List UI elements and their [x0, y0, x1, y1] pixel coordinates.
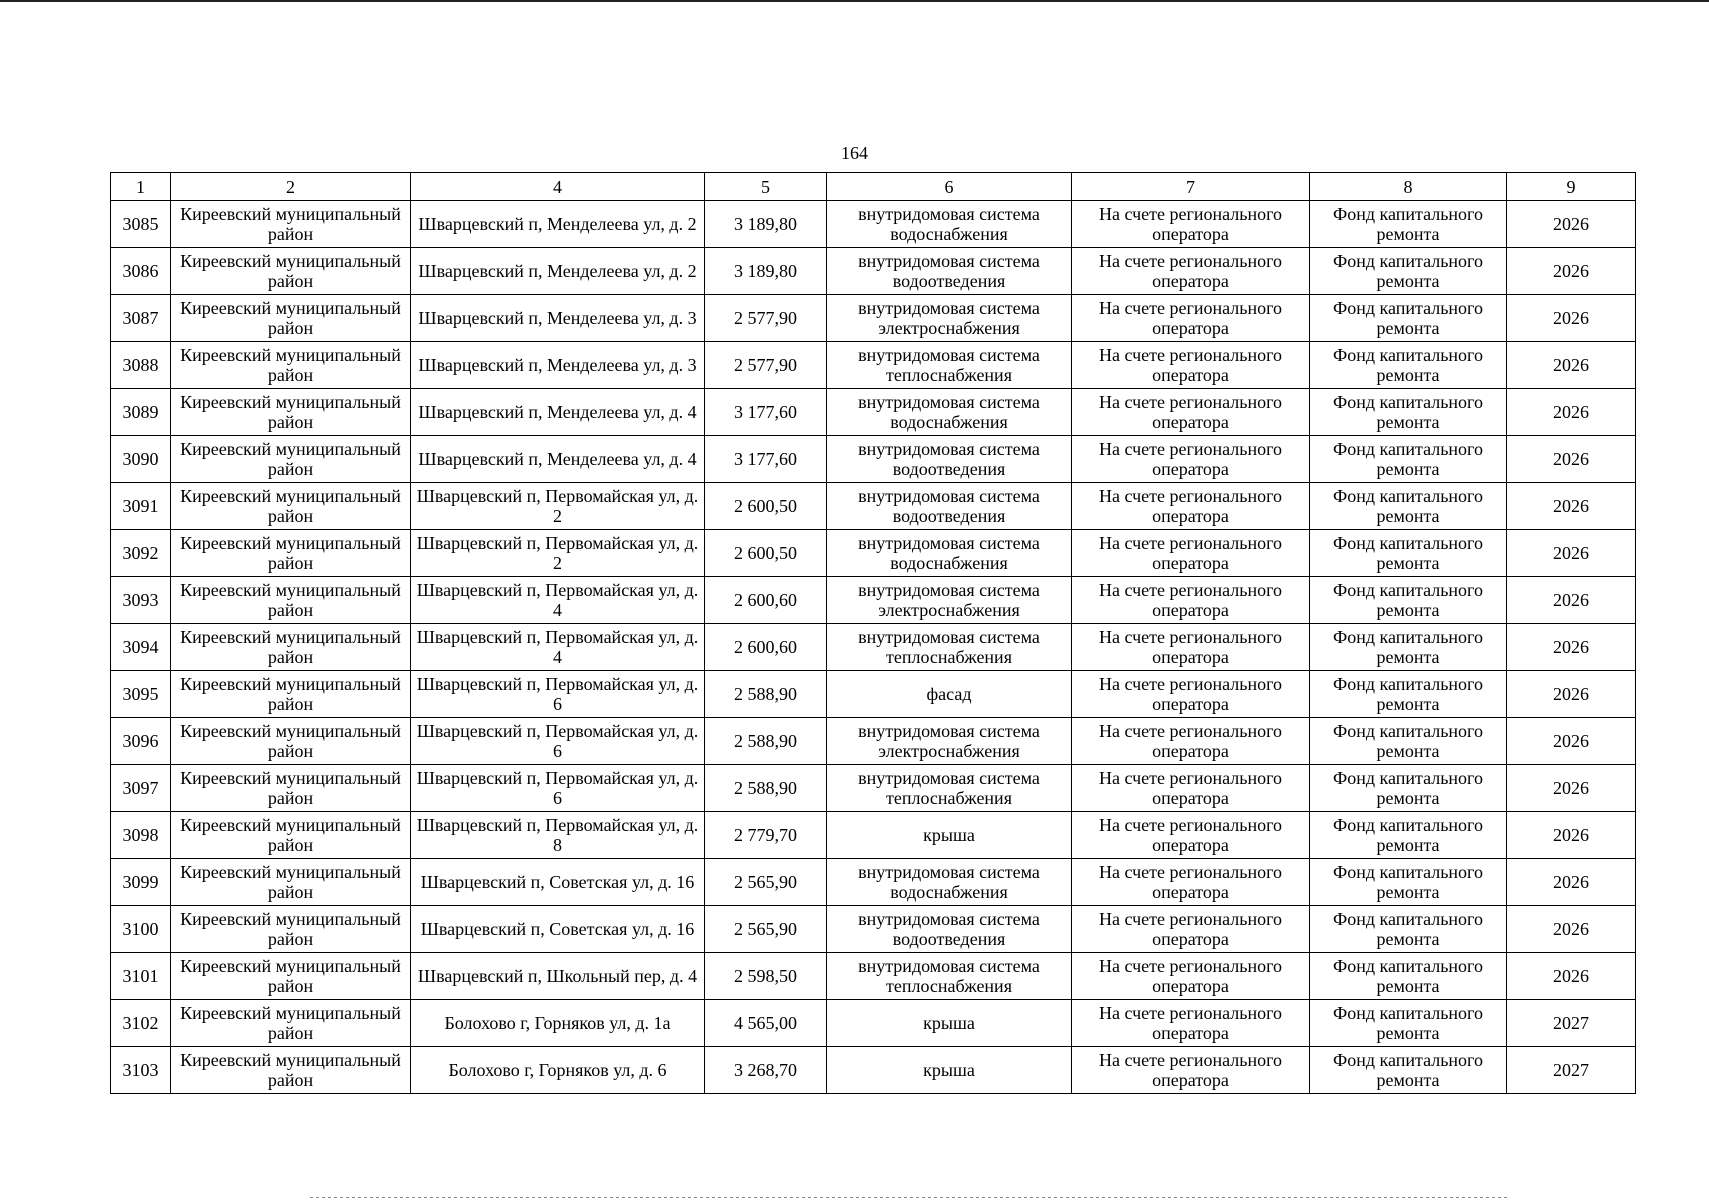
year-cell: 2026	[1507, 624, 1636, 671]
column-header: 2	[171, 173, 411, 201]
funding-source-cell: Фонд капитального ремонта	[1310, 1000, 1507, 1047]
funding-source-cell: Фонд капитального ремонта	[1310, 530, 1507, 577]
address-cell: Шварцевский п, Первомайская ул, д. 2	[411, 483, 705, 530]
address-cell: Шварцевский п, Менделеева ул, д. 2	[411, 248, 705, 295]
cost-cell: 2 600,50	[705, 483, 827, 530]
cost-cell: 4 565,00	[705, 1000, 827, 1047]
cost-cell: 2 779,70	[705, 812, 827, 859]
table-row	[111, 530, 1636, 577]
cost-cell: 3 177,60	[705, 389, 827, 436]
row-number-cell: 3093	[111, 577, 171, 624]
cost-cell: 2 600,60	[705, 624, 827, 671]
year-cell: 2026	[1507, 671, 1636, 718]
work-type-cell: внутридомовая система водоотведения	[827, 906, 1072, 953]
funding-source-cell: Фонд капитального ремонта	[1310, 953, 1507, 1000]
funding-source-cell: Фонд капитального ремонта	[1310, 859, 1507, 906]
column-header: 9	[1507, 173, 1636, 201]
table-row	[111, 295, 1636, 342]
work-type-cell: фасад	[827, 671, 1072, 718]
address-cell: Шварцевский п, Менделеева ул, д. 2	[411, 201, 705, 248]
district-cell: Киреевский муниципальный район	[171, 718, 411, 765]
funding-source-cell: Фонд капитального ремонта	[1310, 577, 1507, 624]
account-cell: На счете регионального оператора	[1072, 953, 1310, 1000]
funding-source-cell: Фонд капитального ремонта	[1310, 765, 1507, 812]
year-cell: 2026	[1507, 295, 1636, 342]
address-cell: Шварцевский п, Школьный пер, д. 4	[411, 953, 705, 1000]
funding-source-cell: Фонд капитального ремонта	[1310, 295, 1507, 342]
year-cell: 2026	[1507, 765, 1636, 812]
funding-source-cell: Фонд капитального ремонта	[1310, 624, 1507, 671]
table-row	[111, 718, 1636, 765]
funding-source-cell: Фонд капитального ремонта	[1310, 436, 1507, 483]
district-cell: Киреевский муниципальный район	[171, 483, 411, 530]
account-cell: На счете регионального оператора	[1072, 859, 1310, 906]
work-type-cell: внутридомовая система теплоснабжения	[827, 342, 1072, 389]
table-row	[111, 436, 1636, 483]
address-cell: Шварцевский п, Первомайская ул, д. 4	[411, 577, 705, 624]
cost-cell: 2 577,90	[705, 342, 827, 389]
work-type-cell: крыша	[827, 1047, 1072, 1094]
work-type-cell: внутридомовая система водоотведения	[827, 248, 1072, 295]
column-header: 5	[705, 173, 827, 201]
row-number-cell: 3101	[111, 953, 171, 1000]
table-row	[111, 671, 1636, 718]
column-number-row	[111, 173, 1636, 201]
district-cell: Киреевский муниципальный район	[171, 342, 411, 389]
address-cell: Болохово г, Горняков ул, д. 1а	[411, 1000, 705, 1047]
account-cell: На счете регионального оператора	[1072, 1000, 1310, 1047]
district-cell: Киреевский муниципальный район	[171, 389, 411, 436]
table-row	[111, 342, 1636, 389]
row-number-cell: 3086	[111, 248, 171, 295]
row-number-cell: 3103	[111, 1047, 171, 1094]
address-cell: Шварцевский п, Менделеева ул, д. 4	[411, 389, 705, 436]
column-header: 6	[827, 173, 1072, 201]
address-cell: Шварцевский п, Советская ул, д. 16	[411, 859, 705, 906]
account-cell: На счете регионального оператора	[1072, 906, 1310, 953]
row-number-cell: 3096	[111, 718, 171, 765]
year-cell: 2026	[1507, 201, 1636, 248]
cost-cell: 2 588,90	[705, 718, 827, 765]
year-cell: 2027	[1507, 1000, 1636, 1047]
row-number-cell: 3089	[111, 389, 171, 436]
account-cell: На счете регионального оператора	[1072, 342, 1310, 389]
funding-source-cell: Фонд капитального ремонта	[1310, 718, 1507, 765]
account-cell: На счете регионального оператора	[1072, 718, 1310, 765]
work-type-cell: крыша	[827, 812, 1072, 859]
account-cell: На счете регионального оператора	[1072, 671, 1310, 718]
district-cell: Киреевский муниципальный район	[171, 624, 411, 671]
district-cell: Киреевский муниципальный район	[171, 201, 411, 248]
table-row	[111, 765, 1636, 812]
work-type-cell: внутридомовая система водоснабжения	[827, 530, 1072, 577]
address-cell: Шварцевский п, Первомайская ул, д. 6	[411, 765, 705, 812]
district-cell: Киреевский муниципальный район	[171, 812, 411, 859]
work-type-cell: внутридомовая система теплоснабжения	[827, 953, 1072, 1000]
account-cell: На счете регионального оператора	[1072, 812, 1310, 859]
address-cell: Шварцевский п, Первомайская ул, д. 6	[411, 671, 705, 718]
cost-cell: 2 577,90	[705, 295, 827, 342]
work-type-cell: крыша	[827, 1000, 1072, 1047]
cost-cell: 2 600,60	[705, 577, 827, 624]
account-cell: На счете регионального оператора	[1072, 577, 1310, 624]
account-cell: На счете регионального оператора	[1072, 295, 1310, 342]
top-edge-rule	[0, 0, 1709, 2]
cost-cell: 3 268,70	[705, 1047, 827, 1094]
year-cell: 2026	[1507, 530, 1636, 577]
cost-cell: 2 588,90	[705, 671, 827, 718]
account-cell: На счете регионального оператора	[1072, 765, 1310, 812]
row-number-cell: 3098	[111, 812, 171, 859]
year-cell: 2026	[1507, 248, 1636, 295]
table-row	[111, 248, 1636, 295]
account-cell: На счете регионального оператора	[1072, 530, 1310, 577]
district-cell: Киреевский муниципальный район	[171, 671, 411, 718]
district-cell: Киреевский муниципальный район	[171, 859, 411, 906]
row-number-cell: 3087	[111, 295, 171, 342]
row-number-cell: 3100	[111, 906, 171, 953]
account-cell: На счете регионального оператора	[1072, 248, 1310, 295]
year-cell: 2026	[1507, 389, 1636, 436]
address-cell: Шварцевский п, Советская ул, д. 16	[411, 906, 705, 953]
table-body	[111, 201, 1636, 1094]
funding-source-cell: Фонд капитального ремонта	[1310, 389, 1507, 436]
year-cell: 2026	[1507, 577, 1636, 624]
capital-repair-table	[110, 172, 1636, 1094]
funding-source-cell: Фонд капитального ремонта	[1310, 342, 1507, 389]
account-cell: На счете регионального оператора	[1072, 483, 1310, 530]
funding-source-cell: Фонд капитального ремонта	[1310, 812, 1507, 859]
year-cell: 2026	[1507, 906, 1636, 953]
page-number: 164	[841, 143, 868, 163]
address-cell: Шварцевский п, Менделеева ул, д. 3	[411, 342, 705, 389]
table-row	[111, 483, 1636, 530]
funding-source-cell: Фонд капитального ремонта	[1310, 906, 1507, 953]
cost-cell: 2 600,50	[705, 530, 827, 577]
bottom-scan-line	[310, 1197, 1510, 1198]
district-cell: Киреевский муниципальный район	[171, 530, 411, 577]
funding-source-cell: Фонд капитального ремонта	[1310, 483, 1507, 530]
address-cell: Шварцевский п, Первомайская ул, д. 4	[411, 624, 705, 671]
district-cell: Киреевский муниципальный район	[171, 765, 411, 812]
year-cell: 2026	[1507, 859, 1636, 906]
address-cell: Шварцевский п, Первомайская ул, д. 2	[411, 530, 705, 577]
address-cell: Шварцевский п, Первомайская ул, д. 8	[411, 812, 705, 859]
funding-source-cell: Фонд капитального ремонта	[1310, 671, 1507, 718]
table-row	[111, 953, 1636, 1000]
row-number-cell: 3088	[111, 342, 171, 389]
funding-source-cell: Фонд капитального ремонта	[1310, 201, 1507, 248]
year-cell: 2026	[1507, 436, 1636, 483]
account-cell: На счете регионального оператора	[1072, 201, 1310, 248]
district-cell: Киреевский муниципальный район	[171, 248, 411, 295]
row-number-cell: 3085	[111, 201, 171, 248]
row-number-cell: 3102	[111, 1000, 171, 1047]
year-cell: 2026	[1507, 342, 1636, 389]
table-row	[111, 859, 1636, 906]
district-cell: Киреевский муниципальный район	[171, 953, 411, 1000]
table-row	[111, 389, 1636, 436]
work-type-cell: внутридомовая система теплоснабжения	[827, 624, 1072, 671]
cost-cell: 2 565,90	[705, 906, 827, 953]
address-cell: Шварцевский п, Менделеева ул, д. 3	[411, 295, 705, 342]
cost-cell: 3 189,80	[705, 248, 827, 295]
table-row	[111, 624, 1636, 671]
work-type-cell: внутридомовая система водоснабжения	[827, 201, 1072, 248]
cost-cell: 2 588,90	[705, 765, 827, 812]
cost-cell: 3 189,80	[705, 201, 827, 248]
work-type-cell: внутридомовая система теплоснабжения	[827, 765, 1072, 812]
row-number-cell: 3097	[111, 765, 171, 812]
district-cell: Киреевский муниципальный район	[171, 906, 411, 953]
address-cell: Шварцевский п, Менделеева ул, д. 4	[411, 436, 705, 483]
address-cell: Шварцевский п, Первомайская ул, д. 6	[411, 718, 705, 765]
address-cell: Болохово г, Горняков ул, д. 6	[411, 1047, 705, 1094]
row-number-cell: 3095	[111, 671, 171, 718]
funding-source-cell: Фонд капитального ремонта	[1310, 1047, 1507, 1094]
work-type-cell: внутридомовая система водоотведения	[827, 436, 1072, 483]
year-cell: 2026	[1507, 483, 1636, 530]
district-cell: Киреевский муниципальный район	[171, 436, 411, 483]
table-row	[111, 577, 1636, 624]
row-number-cell: 3090	[111, 436, 171, 483]
cost-cell: 3 177,60	[705, 436, 827, 483]
table-row	[111, 1000, 1636, 1047]
year-cell: 2026	[1507, 953, 1636, 1000]
district-cell: Киреевский муниципальный район	[171, 1047, 411, 1094]
work-type-cell: внутридомовая система водоснабжения	[827, 389, 1072, 436]
work-type-cell: внутридомовая система водоснабжения	[827, 859, 1072, 906]
cost-cell: 2 565,90	[705, 859, 827, 906]
row-number-cell: 3092	[111, 530, 171, 577]
funding-source-cell: Фонд капитального ремонта	[1310, 248, 1507, 295]
row-number-cell: 3091	[111, 483, 171, 530]
account-cell: На счете регионального оператора	[1072, 389, 1310, 436]
year-cell: 2026	[1507, 812, 1636, 859]
account-cell: На счете регионального оператора	[1072, 436, 1310, 483]
table-row	[111, 812, 1636, 859]
district-cell: Киреевский муниципальный район	[171, 295, 411, 342]
work-type-cell: внутридомовая система электроснабжения	[827, 718, 1072, 765]
column-header: 8	[1310, 173, 1507, 201]
account-cell: На счете регионального оператора	[1072, 1047, 1310, 1094]
district-cell: Киреевский муниципальный район	[171, 1000, 411, 1047]
account-cell: На счете регионального оператора	[1072, 624, 1310, 671]
work-type-cell: внутридомовая система водоотведения	[827, 483, 1072, 530]
row-number-cell: 3094	[111, 624, 171, 671]
year-cell: 2027	[1507, 1047, 1636, 1094]
table-row	[111, 1047, 1636, 1094]
district-cell: Киреевский муниципальный район	[171, 577, 411, 624]
column-header: 1	[111, 173, 171, 201]
table-row	[111, 201, 1636, 248]
year-cell: 2026	[1507, 718, 1636, 765]
table-row	[111, 906, 1636, 953]
work-type-cell: внутридомовая система электроснабжения	[827, 295, 1072, 342]
column-header: 7	[1072, 173, 1310, 201]
cost-cell: 2 598,50	[705, 953, 827, 1000]
row-number-cell: 3099	[111, 859, 171, 906]
column-header: 4	[411, 173, 705, 201]
work-type-cell: внутридомовая система электроснабжения	[827, 577, 1072, 624]
